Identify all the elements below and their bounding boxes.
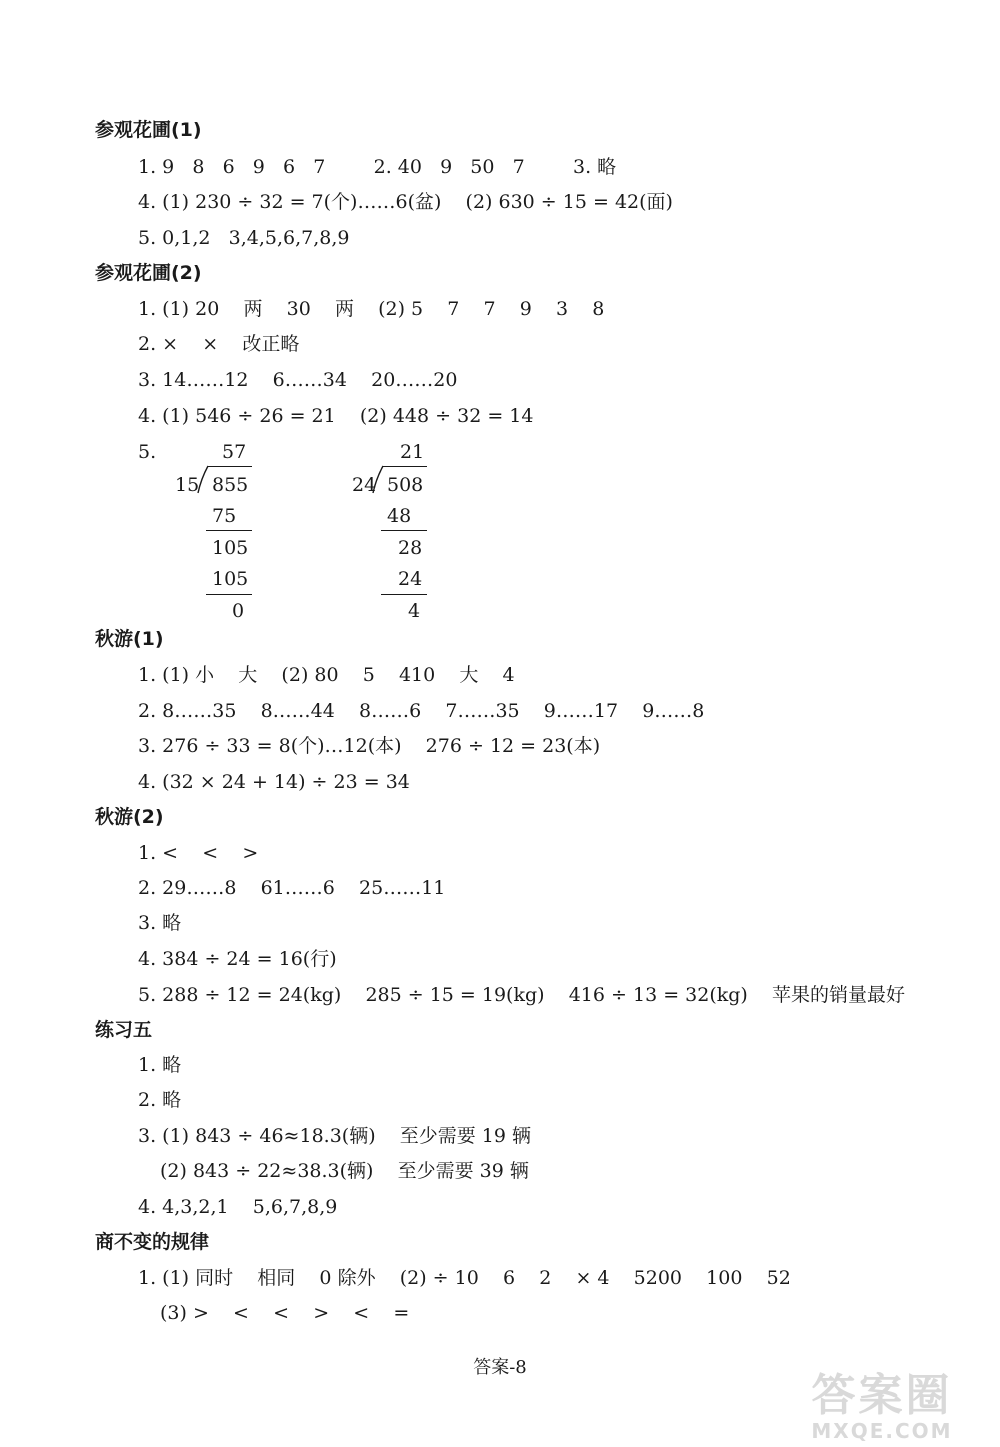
answer-line: (2) 843 ÷ 22≈38.3(辆) 至少需要 39 辆 [160, 1160, 529, 1182]
division-quotient: 21 [400, 441, 425, 463]
answer-line: 4. (1) 230 ÷ 32 = 7(个)……6(盆) (2) 630 ÷ 15 = 42(面) [138, 191, 673, 213]
division-remainder: 4 [408, 600, 421, 622]
division-rule [206, 530, 252, 531]
division-bracket [197, 465, 211, 495]
answer-line: 2. 略 [138, 1089, 182, 1111]
division-remainder: 0 [232, 600, 245, 622]
watermark-url: MXQE.COM [811, 1419, 953, 1443]
answer-line: 2. 8……35 8……44 8……6 7……35 9……17 9……8 [138, 700, 705, 722]
section-heading: 商不变的规律 [95, 1231, 210, 1253]
answer-line: 3. 276 ÷ 33 = 8(个)…12(本) 276 ÷ 12 = 23(本) [138, 735, 601, 757]
division-divisor: 24 [352, 474, 377, 496]
watermark-text: 答案圈 [811, 1370, 953, 1421]
section-heading: 秋游(1) [95, 628, 164, 650]
watermark-logo [782, 1372, 982, 1442]
answer-line: 5. 0,1,2 3,4,5,6,7,8,9 [138, 227, 350, 249]
section-heading: 练习五 [95, 1019, 153, 1041]
section-heading: 秋游(2) [95, 806, 164, 828]
answer-line: 3. (1) 843 ÷ 46≈18.3(辆) 至少需要 19 辆 [138, 1125, 532, 1147]
section-heading: 参观花圃(2) [95, 262, 202, 284]
division-bracket [372, 465, 386, 495]
answer-line: 4. (32 × 24 + 14) ÷ 23 = 34 [138, 771, 410, 793]
answer-line: 5. [138, 441, 157, 463]
answer-line: 1. 略 [138, 1054, 182, 1076]
section-heading: 参观花圃(1) [95, 119, 202, 141]
division-step: 105 [212, 568, 249, 590]
answer-line: 2. 29……8 61……6 25……11 [138, 877, 446, 899]
division-step: 75 [212, 505, 237, 527]
answer-line: 5. 288 ÷ 12 = 24(kg) 285 ÷ 15 = 19(kg) 416 ÷ 13 = 32(kg) 苹果的销量最好 [138, 984, 905, 1006]
division-quotient: 57 [222, 441, 247, 463]
answer-line: 1. 9 8 6 9 6 7 2. 40 9 50 7 3. 略 [138, 156, 617, 178]
division-step: 28 [398, 537, 423, 559]
division-rule [206, 594, 252, 595]
answer-line: 1. < < > [138, 842, 259, 864]
answer-line: 1. (1) 同时 相同 0 除外 (2) ÷ 10 6 2 × 4 5200 100 52 [138, 1267, 791, 1289]
division-dividend: 855 [212, 474, 249, 496]
answer-line: 3. 14……12 6……34 20……20 [138, 369, 458, 391]
division-rule [381, 530, 427, 531]
answer-line: (3) > < < > < = [160, 1302, 410, 1324]
division-dividend: 508 [387, 474, 424, 496]
answer-line: 1. (1) 小 大 (2) 80 5 410 大 4 [138, 664, 515, 686]
answer-line: 2. × × 改正略 [138, 333, 300, 355]
answer-line: 4. 384 ÷ 24 = 16(行) [138, 948, 337, 970]
answer-line: 1. (1) 20 两 30 两 (2) 5 7 7 9 3 8 [138, 298, 605, 320]
answer-line: 4. (1) 546 ÷ 26 = 21 (2) 448 ÷ 32 = 14 [138, 405, 534, 427]
division-bar [383, 466, 427, 467]
division-step: 105 [212, 537, 249, 559]
division-rule [381, 594, 427, 595]
division-bar [208, 466, 252, 467]
division-step: 24 [398, 568, 423, 590]
answer-line: 4. 4,3,2,1 5,6,7,8,9 [138, 1196, 338, 1218]
division-step: 48 [387, 505, 412, 527]
page-number: 答案-8 [473, 1357, 527, 1378]
division-divisor: 15 [175, 474, 200, 496]
answer-line: 3. 略 [138, 912, 182, 934]
